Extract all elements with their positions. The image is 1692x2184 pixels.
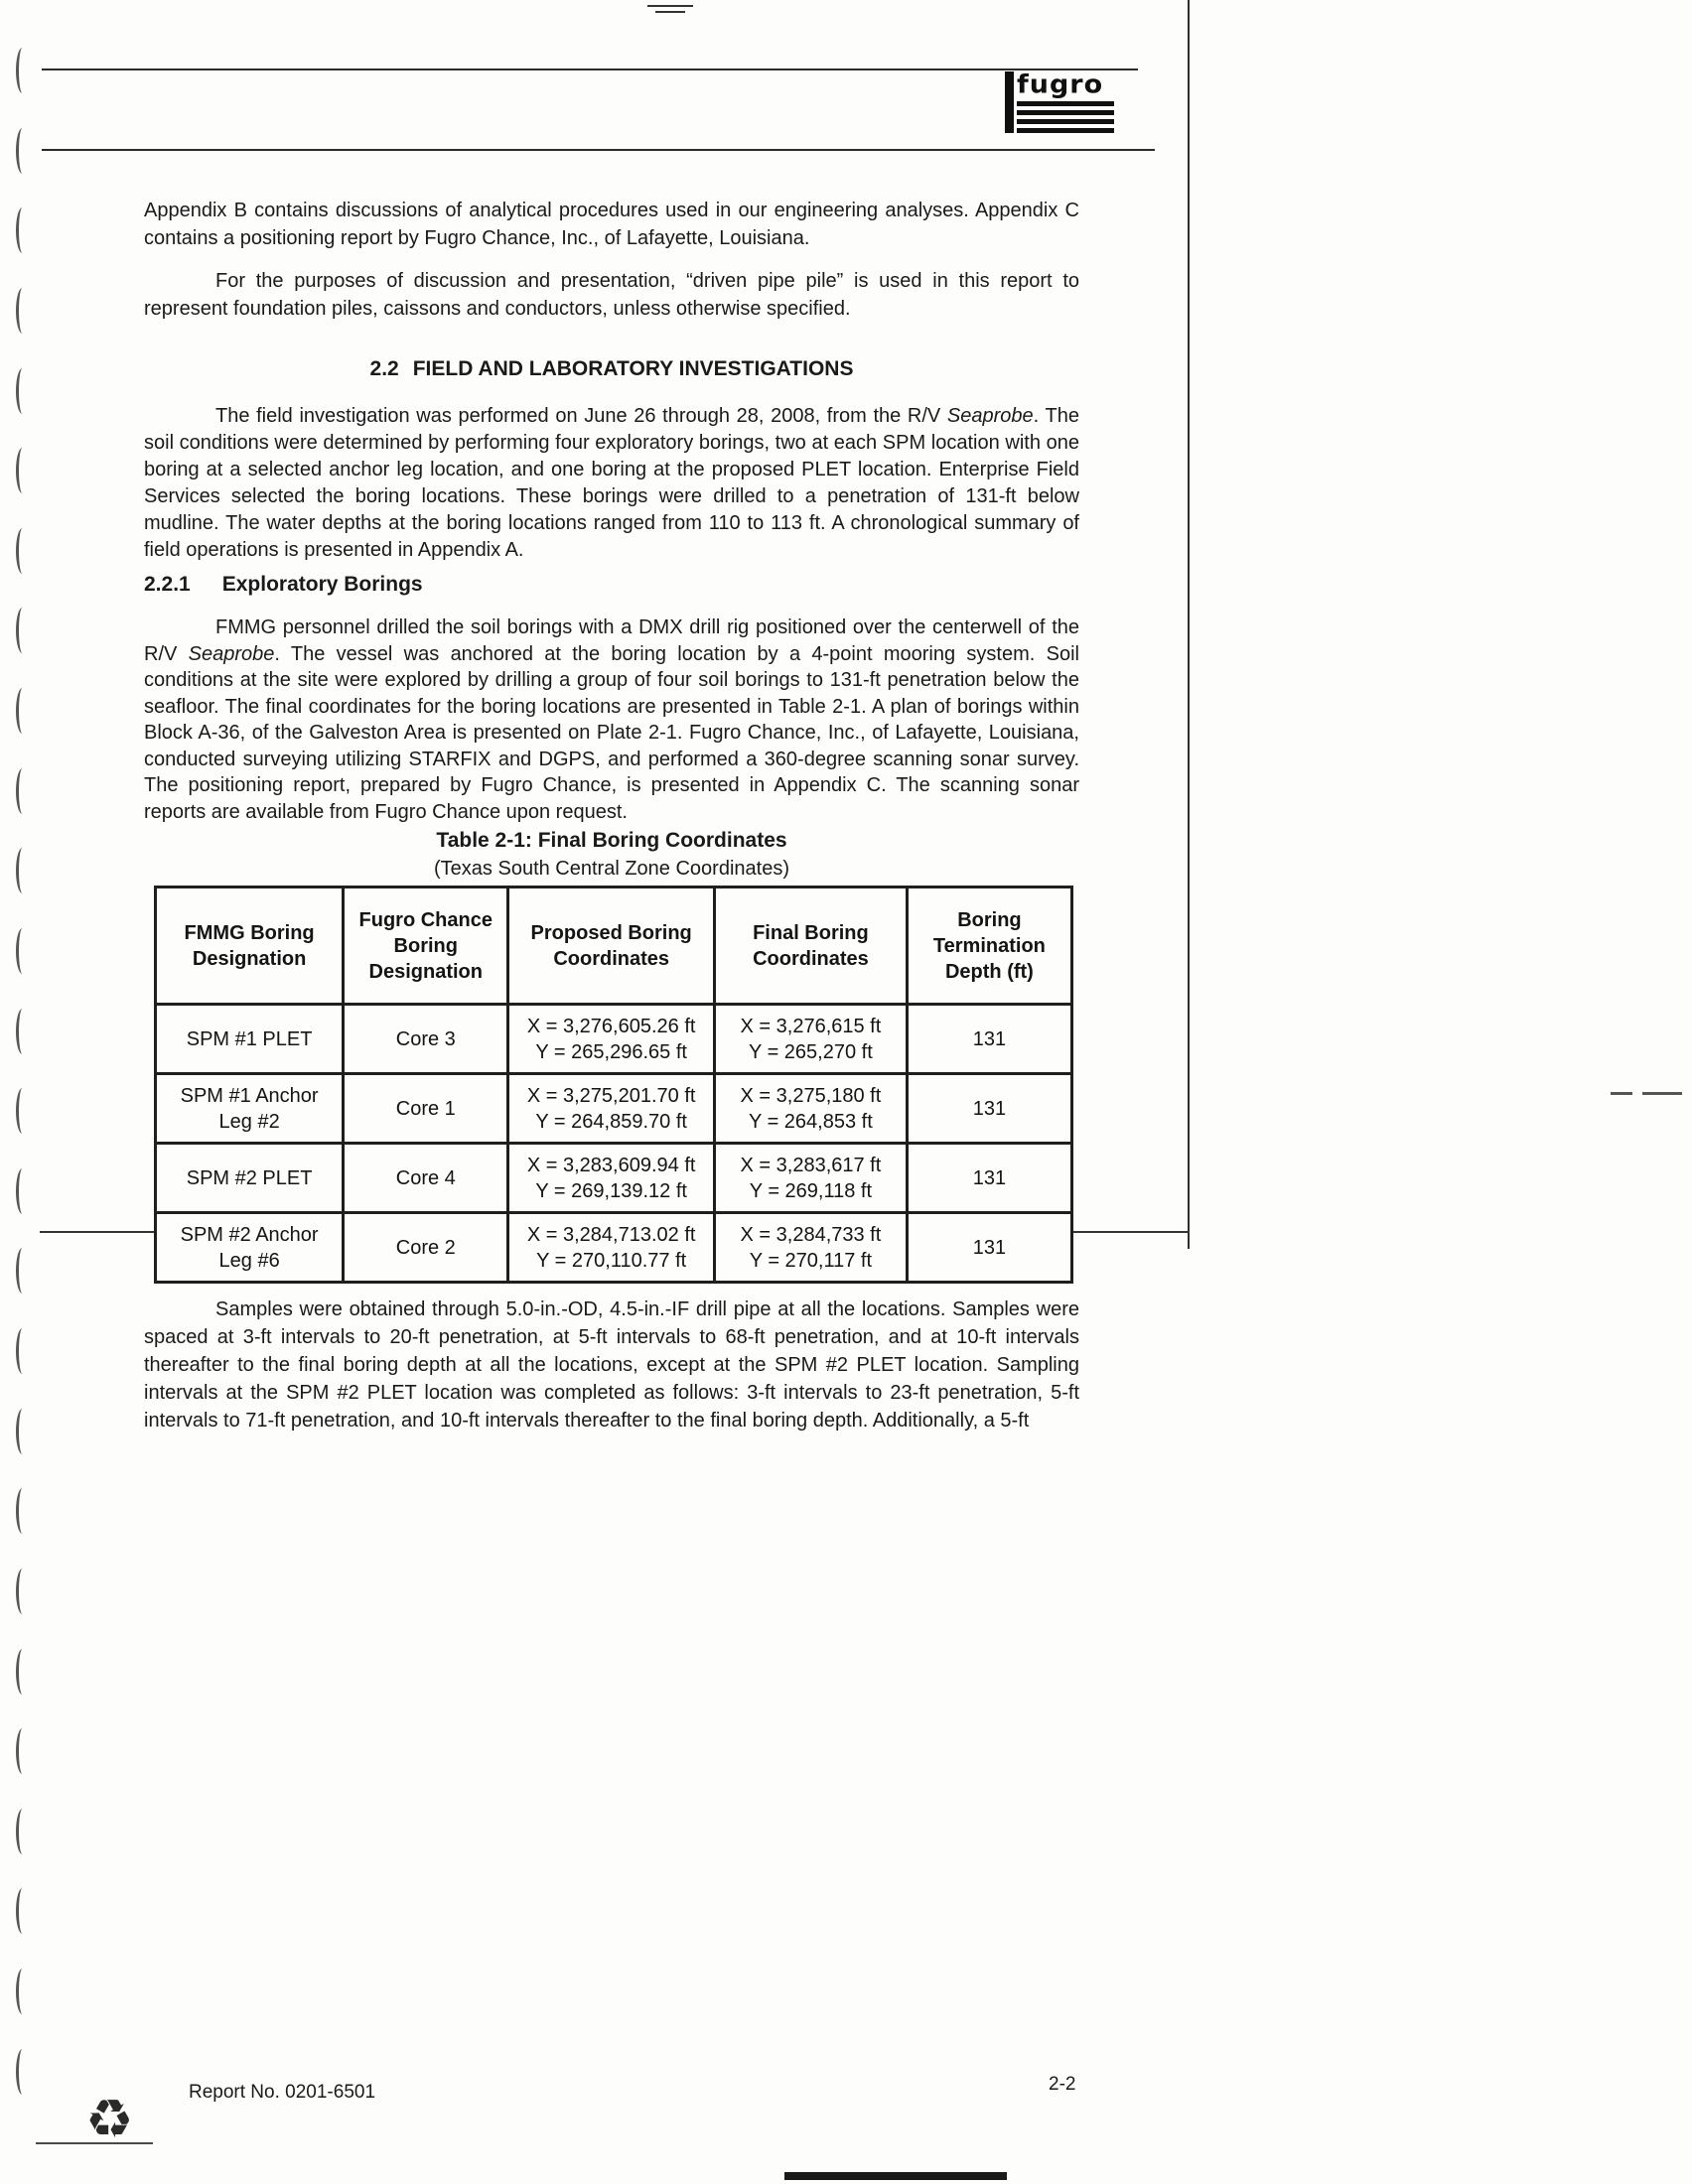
coordinate-y: Y = 264,853 ft	[749, 1110, 873, 1133]
cell-core: Core 2	[344, 1213, 508, 1283]
binding-mark	[16, 448, 29, 493]
table-row	[156, 1213, 1072, 1283]
cell-depth: 131	[907, 1074, 1071, 1144]
fugro-logo	[1005, 71, 1114, 133]
boring-coordinates-table	[154, 886, 1073, 1284]
binding-mark	[16, 928, 29, 974]
cell-proposed-coordinates	[508, 1213, 715, 1283]
vessel-name: Seaprobe	[188, 642, 275, 665]
paragraph-text: . The vessel was anchored at the boring location by a 4-point mooring system. Soil conditions at the site were explored by drilling a group of four soil borings to 131-ft penetration below the seafloor. The final coordinates for the boring locations are presented in Table 2-1. A plan of borings within Block A-36, of the Galveston Area is presented on Plate 2-1. Fugro Chance, Inc., of Lafayette, Louisiana, conducted surveying utilizing STARFIX and DGPS, and performed a 360-degree scanning sonar survey. The positioning report, prepared by Fugro Chance, is presented in Appendix C. The scanning sonar reports are available from Fugro Chance upon request.	[144, 642, 1079, 823]
coordinate-x: X = 3,275,201.70 ft	[526, 1084, 696, 1107]
cell-proposed-coordinates	[508, 1005, 715, 1074]
coordinate-x: X = 3,276,605.26 ft	[526, 1015, 696, 1037]
logo-wordmark: fugro	[1017, 69, 1104, 100]
vessel-name: Seaprobe	[946, 405, 1034, 427]
binding-mark	[16, 1488, 29, 1534]
section-number: 2.2	[369, 357, 399, 380]
cell-depth: 131	[907, 1213, 1071, 1283]
header-fmmg-designation: FMMG Boring Designation	[156, 887, 344, 1005]
binding-mark	[16, 688, 29, 734]
cell-depth: 131	[907, 1144, 1071, 1213]
scan-artifact-dash	[647, 5, 693, 7]
coordinate-y: Y = 265,296.65 ft	[535, 1040, 687, 1063]
section-heading-2-2-1	[144, 571, 1079, 599]
binding-mark	[16, 1168, 29, 1214]
scan-artifact-dash	[655, 11, 685, 13]
coordinate-x: X = 3,276,615 ft	[740, 1015, 882, 1037]
coordinate-x: X = 3,283,617 ft	[740, 1154, 882, 1176]
coordinate-y: Y = 269,139.12 ft	[535, 1179, 687, 1202]
header-rule-top	[42, 68, 1138, 70]
cell-core: Core 3	[344, 1005, 508, 1074]
coordinate-y: Y = 270,110.77 ft	[536, 1249, 687, 1272]
cell-designation: SPM #2 PLET	[156, 1144, 344, 1213]
coordinate-y: Y = 264,859.70 ft	[535, 1110, 687, 1133]
paragraph-text: . The soil conditions were determined by performing four exploratory borings, two at each SPM location with one boring at a selected anchor leg location, and one boring at the proposed PLET location. Enterprise Field Services selected the boring locations. These borings were drilled to a penetration of 131-ft below mudline. The water depths at the boring locations ranged from 110 to 113 ft. A chronological summary of field operations is presented in Appendix A.	[144, 405, 1079, 561]
report-number: Report No. 0201-6501	[189, 2082, 376, 2103]
cell-proposed-coordinates	[508, 1144, 715, 1213]
header-rule-bottom	[42, 149, 1155, 151]
scan-artifact-band	[784, 2172, 1007, 2180]
header-final-coordinates: Final Boring Coordinates	[715, 887, 908, 1005]
coordinate-y: Y = 265,270 ft	[749, 1040, 873, 1063]
scan-artifact-dash	[1611, 1092, 1632, 1095]
recycle-icon: ♻	[85, 2088, 134, 2150]
binding-mark	[16, 1649, 29, 1695]
cell-proposed-coordinates	[508, 1074, 715, 1144]
paragraph-text: The field investigation was performed on June 26 through 28, 2008, from the R/V	[215, 405, 947, 427]
binding-mark	[16, 1569, 29, 1614]
table-row	[156, 1074, 1072, 1144]
table-subtitle: (Texas South Central Zone Coordinates)	[434, 858, 789, 880]
header-termination-depth: Boring Termination Depth (ft)	[907, 887, 1071, 1005]
cell-designation: SPM #1 PLET	[156, 1005, 344, 1074]
binding-mark	[16, 128, 29, 174]
paragraph-samples: Samples were obtained through 5.0-in.-OD, 4.5-in.-IF drill pipe at all the locations. Samples were spaced at 3-ft intervals to 20-ft penetration, at 5-ft intervals to 68-ft penetration, and at 10-ft intervals thereafter to the final boring depth at all the locations, except at the SPM #2 PLET location. Sampling intervals at the SPM #2 PLET location was completed as follows: 3-ft intervals to 23-ft penetration, 5-ft intervals to 71-ft penetration, and 10-ft intervals thereafter to the final boring depth. Additionally, a 5-ft	[144, 1298, 1079, 1432]
binding-mark	[16, 48, 29, 93]
cell-final-coordinates	[715, 1005, 908, 1074]
binding-mark	[16, 1248, 29, 1294]
table-header-row	[156, 887, 1072, 1005]
binding-mark	[16, 1728, 29, 1774]
paragraph-text: FMMG personnel drilled the soil borings with a DMX drill rig positioned over the centerwell of the R/V	[144, 616, 1079, 665]
paragraph-driven-pipe-pile: For the purposes of discussion and presentation, “driven pipe pile” is used in this report to represent foundation piles, caissons and conductors, unless otherwise specified.	[144, 270, 1079, 320]
cell-core: Core 1	[344, 1074, 508, 1144]
header-proposed-coordinates: Proposed Boring Coordinates	[508, 887, 715, 1005]
binding-mark	[16, 1888, 29, 1934]
binding-mark	[16, 288, 29, 334]
paragraph-field-investigation	[144, 403, 1079, 564]
coordinate-x: X = 3,283,609.94 ft	[526, 1154, 696, 1176]
cell-designation: SPM #2 Anchor Leg #6	[156, 1213, 344, 1283]
table-row	[156, 1005, 1072, 1074]
paragraph-exploratory-borings	[144, 614, 1079, 825]
binding-mark	[16, 2049, 29, 2095]
coordinate-x: X = 3,284,733 ft	[740, 1223, 882, 1246]
binding-mark	[16, 1009, 29, 1054]
binding-marks	[16, 48, 29, 2095]
logo-flagpole	[1005, 71, 1014, 133]
binding-mark	[16, 207, 29, 253]
binding-mark	[16, 528, 29, 574]
binding-mark	[16, 1969, 29, 2014]
paragraph-appendices: Appendix B contains discussions of analytical procedures used in our engineering analyses. Appendix C contains a positioning report by Fugro Chance, Inc., of Lafayette, Louisiana.	[144, 200, 1079, 249]
binding-mark	[16, 768, 29, 814]
table-title: Table 2-1: Final Boring Coordinates	[436, 829, 787, 852]
binding-mark	[16, 1088, 29, 1134]
header-fugro-designation: Fugro Chance Boring Designation	[344, 887, 508, 1005]
binding-mark	[16, 1328, 29, 1374]
logo-wave-stripes	[1017, 101, 1114, 133]
coordinate-y: Y = 269,118 ft	[749, 1179, 873, 1202]
binding-mark	[16, 848, 29, 893]
coordinate-x: X = 3,284,713.02 ft	[526, 1223, 696, 1246]
scan-artifact-dash	[1642, 1092, 1682, 1095]
cell-final-coordinates	[715, 1144, 908, 1213]
section-title: Exploratory Borings	[221, 573, 423, 596]
coordinate-y: Y = 270,117 ft	[749, 1249, 873, 1272]
binding-mark	[16, 1409, 29, 1454]
cell-designation: SPM #1 Anchor Leg #2	[156, 1074, 344, 1144]
cell-final-coordinates	[715, 1213, 908, 1283]
section-heading-2-2	[144, 355, 1079, 383]
page-number: 2-2	[1049, 2074, 1076, 2095]
cell-depth: 131	[907, 1005, 1071, 1074]
cell-final-coordinates	[715, 1074, 908, 1144]
binding-mark	[16, 1809, 29, 1854]
section-number: 2.2.1	[144, 573, 191, 596]
table-row	[156, 1144, 1072, 1213]
scan-artifact-vertical-line	[1188, 0, 1190, 1249]
cell-core: Core 4	[344, 1144, 508, 1213]
binding-mark	[16, 608, 29, 653]
coordinate-x: X = 3,275,180 ft	[740, 1084, 882, 1107]
binding-mark	[16, 368, 29, 414]
section-title: FIELD AND LABORATORY INVESTIGATIONS	[412, 357, 854, 380]
